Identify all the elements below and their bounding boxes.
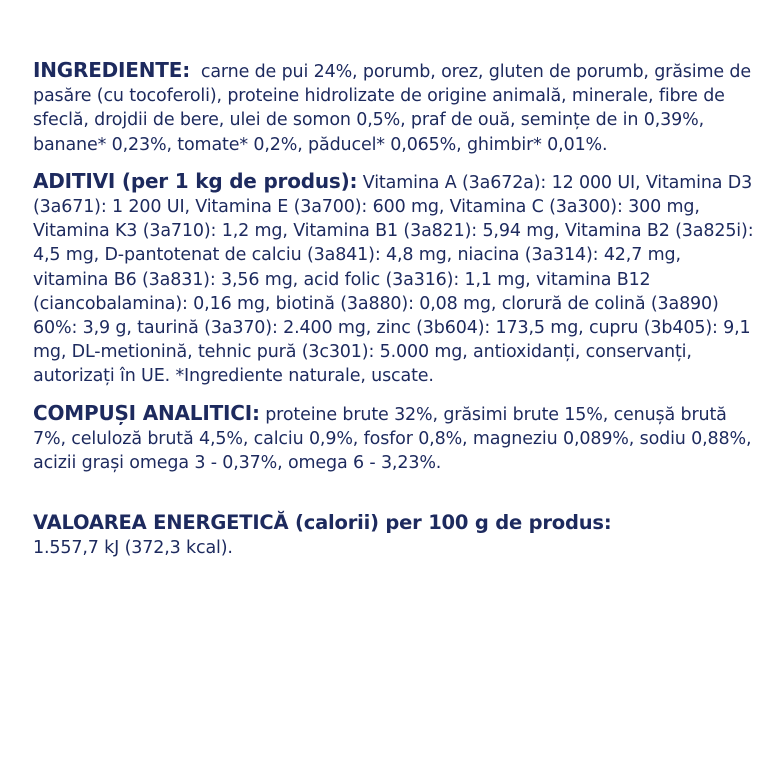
additives-heading: ADITIVI (per 1 kg de produs): bbox=[33, 168, 358, 193]
ingredients-text: carne de pui 24%, porumb, orez, gluten de porumb, grăsime de pasăre (cu tocoferoli), proteine hidrolizate de origine animală, minerale, fibre de sfeclă, drojdii de bere, ulei de somon 0,5%, praf de ouă, semințe de in 0,39%, banane* 0,23%, tomate* 0,2%, păducel* 0,065%, ghimbir* 0,01%. bbox=[33, 62, 751, 155]
ingredients-section bbox=[33, 58, 755, 157]
analytical-heading: COMPUȘI ANALITICI: bbox=[33, 400, 260, 425]
ingredients-heading: INGREDIENTE: bbox=[33, 58, 191, 82]
additives-section bbox=[33, 169, 755, 389]
nutrition-label bbox=[33, 58, 755, 561]
analytical-text: proteine brute 32%, grăsimi brute 15%, cenușă brută 7%, celuloză brută 4,5%, calciu 0,9%, fosfor 0,8%, magneziu 0,089%, sodiu 0,88%, acizii grași omega 3 - 0,37%, omega 6 - 3,23%. bbox=[33, 404, 752, 474]
energy-text: 1.557,7 kJ (372,3 kcal). bbox=[33, 538, 233, 559]
energy-heading: VALOAREA ENERGETICĂ (calorii) per 100 g de produs: bbox=[33, 511, 612, 535]
additives-text: Vitamina A (3a672a): 12 000 UI, Vitamina D3 (3a671): 1 200 UI, Vitamina E (3a700): 600 mg, Vitamina C (3a300): 300 mg, Vitamina K3 (3a710): 1,2 mg, Vitamina B1 (3a821): 5,94 mg, Vitamina B2 (3a825i): 4,5 mg, D-pantotenat de calciu (3a841): 4,8 mg, niacina (3a314): 42,7 mg, vitamina B6 (3a831): 3,56 mg, acid folic (3a316): 1,1 mg, vitamina B12 (ciancobalamina): 0,16 mg, biotină (3a880): 0,08 mg, clorură de colină (3a890) 60%: 3,9 g, taurină (3a370): 2.400 mg, zinc (3b604): 173,5 mg, cupru (3b405): 9,1 mg, DL-metionină, tehnic pură (3c301): 5.000 mg, antioxidanți, conservanți, autorizați în UE. *Ingrediente naturale, uscate. bbox=[33, 172, 754, 387]
analytical-section bbox=[33, 401, 755, 476]
energy-section bbox=[33, 511, 755, 560]
